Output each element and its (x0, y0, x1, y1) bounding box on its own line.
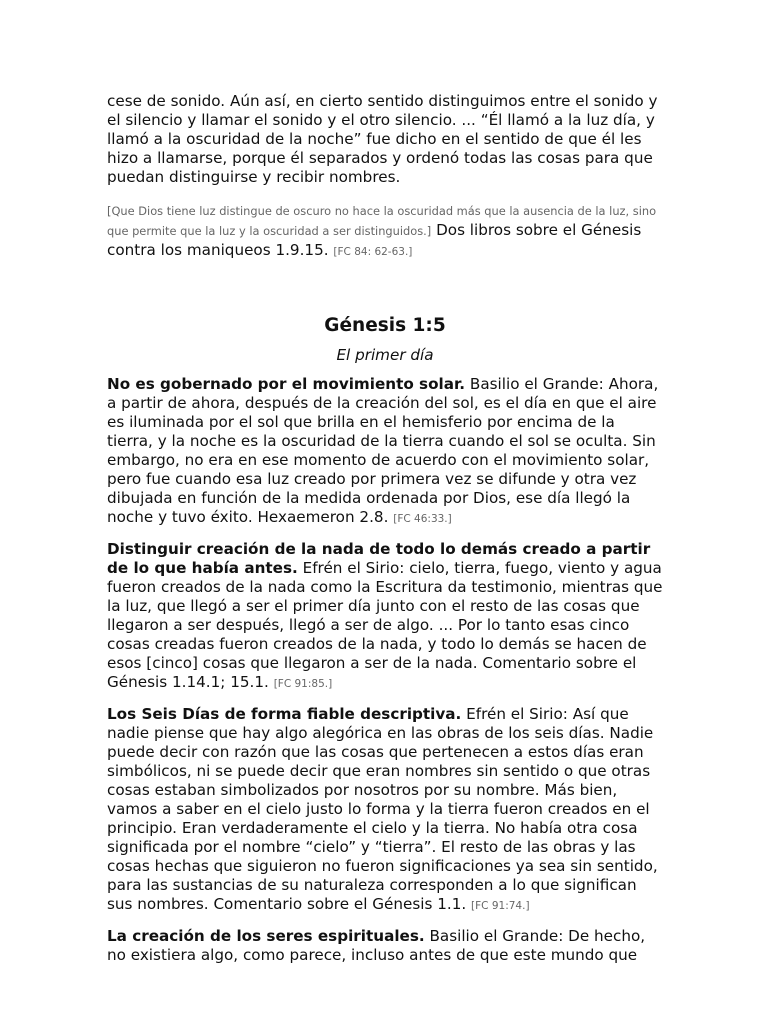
note-source: Dos libros sobre el Génesis contra los maniqueos 1.9.15. (107, 221, 642, 259)
entry-text: Efrén el Sirio: cielo, tierra, fuego, viento y agua fueron creados de la nada como la Escritura da testimonio, mientras que la luz, que llegó a ser el primer día junto con el resto de las cosas que llegaron a ser después, llegó a ser de algo. ... Por lo tanto esas cinco cosas creadas fueron creados de la nada, y todo lo demás se hacen de esos [cinco] cosas que llegaron a ser de la nada. Comentario sobre el Génesis 1.14.1; 15.1. (107, 559, 663, 691)
entry-heading: No es gobernado por el movimiento solar. (107, 375, 466, 393)
entry-reference: [FC 91:85.] (273, 678, 333, 690)
entry-3 (107, 705, 663, 916)
entry-reference: [FC 91:74.] (471, 900, 530, 912)
entry-heading: Los Seis Días de forma fiable descriptiva. (107, 705, 462, 723)
editor-note: [Que Dios tiene luz distingue de oscuro no hace la oscuridad más que la ausencia de la luz, sino que permite que la luz y la oscuridad a ser distinguidos.] (107, 204, 657, 238)
section-subtitle: El primer día (336, 346, 434, 364)
entry-1 (107, 375, 663, 529)
entry-2 (107, 540, 663, 694)
entry-text: Efrén el Sirio: Así que nadie piense que hay algo alegórica en las obras de los seis días. Nadie puede decir con razón que las cosas que pertenecen a estos días eran simbólicos, ni se puede decir que eran nombres sin sentido o que otras cosas estaban simbolizados por nosotros por su nombre. Más bien, vamos a saber en el cielo justo lo forma y la tierra fueron creados en el principio. Eran verdaderamente el cielo y la tierra. No había otra cosa significada por el nombre “cielo” y “tierra”. El resto de las obras y las cosas hechas que siguieron no fueron significaciones ya sea sin sentido, para las sustancias de su naturaleza corresponden a lo que significan sus nombres. Comentario sobre el Génesis 1.1. (107, 705, 658, 913)
entry-heading: Distinguir creación de la nada de todo lo demás creado a partir de lo que había antes. (107, 540, 651, 577)
entry-reference: [FC 46:33.] (393, 513, 452, 525)
entry-heading: La creación de los seres espirituales. (107, 927, 425, 945)
entry-text: Basilio el Grande: Ahora, a partir de ahora, después de la creación del sol, es el día en que el aire es iluminada por el sol que brilla en el hemisferio por encima de la tierra, y la noche es la oscuridad de la tierra cuando el sol se oculta. Sin embargo, no era en ese momento de acuerdo con el movimiento solar, pero fue cuando esa luz creado por primera vez se difunde y otra vez dibujada en función de la medida ordenada por Dios, ese día llegó la noche y tuvo éxito. Hexaemeron 2.8. (107, 375, 659, 526)
intro-paragraph (107, 92, 663, 187)
entry-text: Basilio el Grande: De hecho, no existiera algo, como parece, incluso antes de que este mundo que (107, 927, 646, 964)
intro-text: cese de sonido. Aún así, en cierto sentido distinguimos entre el sonido y el silencio y llamar el sonido y el otro silencio. ... “Él llamó a la luz día, y llamó a la oscuridad de la noche” fue dicho en el sentido de que él les hizo a llamarse, porque él separados y ordenó todas las cosas para que puedan distinguirse y recibir nombres. (107, 92, 658, 186)
entry-4 (107, 927, 663, 967)
note-reference: [FC 84: 62-63.] (333, 246, 413, 258)
note-paragraph (107, 201, 663, 262)
section-title: Génesis 1:5 (324, 315, 446, 336)
